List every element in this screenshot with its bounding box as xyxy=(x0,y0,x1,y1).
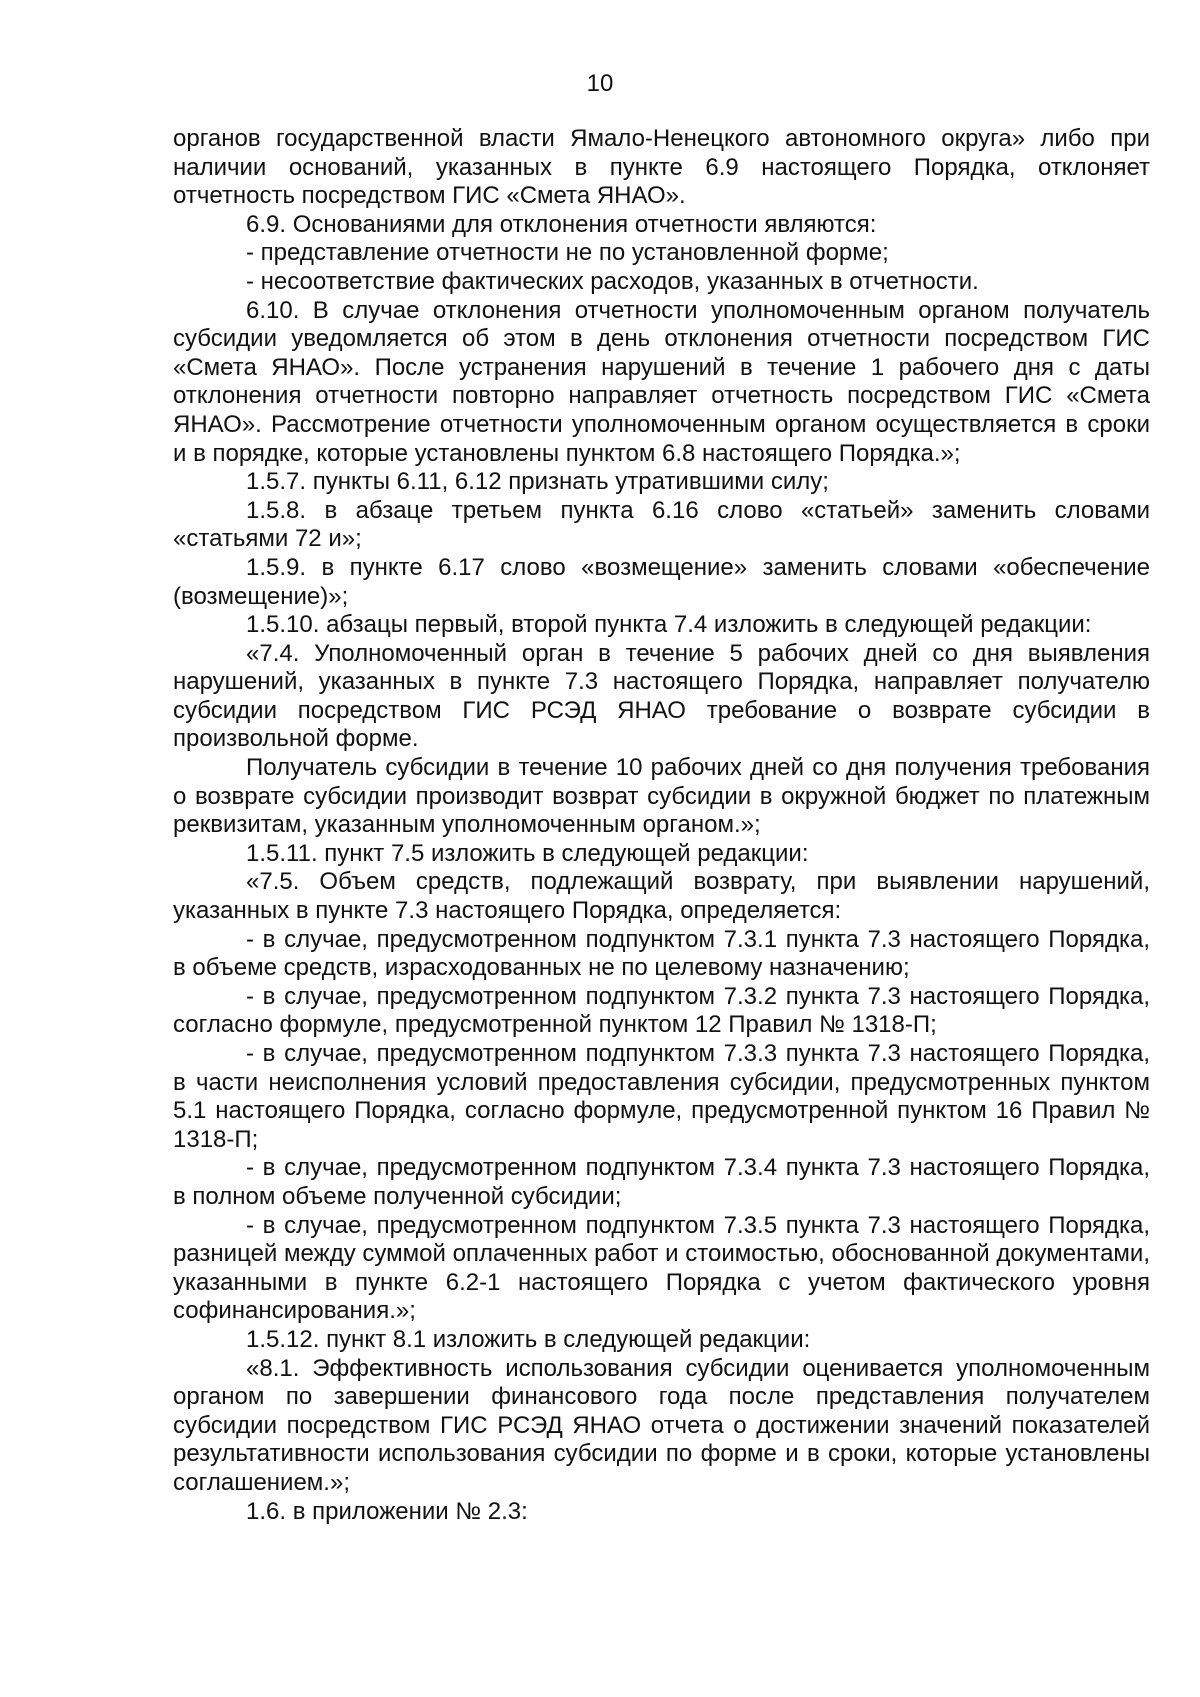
paragraph: - в случае, предусмотренном подпунктом 7.3.5 пункта 7.3 настоящего Порядка, разницей между суммой оплаченных работ и стоимостью, обоснованной документами, указанными в пункте 6.2-1 настоящего Порядка с учетом фактического уровня софинансирования.»; xyxy=(173,1211,1150,1325)
paragraph: 1.5.11. пункт 7.5 изложить в следующей редакции: xyxy=(246,839,809,867)
paragraph: 1.5.10. абзацы первый, второй пункта 7.4 изложить в следующей редакции: xyxy=(246,611,1092,639)
paragraph: 1.5.12. пункт 8.1 изложить в следующей редакции: xyxy=(246,1325,811,1353)
paragraph: «7.5. Объем средств, подлежащий возврату, при выявлении нарушений, указанных в пункте 7.3 настоящего Порядка, определяется: xyxy=(173,868,1150,925)
paragraph: - в случае, предусмотренном подпунктом 7.3.4 пункта 7.3 настоящего Порядка, в полном объеме полученной субсидии; xyxy=(173,1154,1150,1210)
paragraph: - в случае, предусмотренном подпунктом 7.3.1 пункта 7.3 настоящего Порядка, в объеме средств, израсходованных не по целевому назначению; xyxy=(173,925,1150,982)
paragraph: 1.6. в приложении № 2.3: xyxy=(246,1497,528,1525)
paragraph: - в случае, предусмотренном подпунктом 7.3.3 пункта 7.3 настоящего Порядка, в части неисполнения условий предоставления субсидии, предусмотренных пунктом 5.1 настоящего Порядка, согласно формуле, предусмотренной пунктом 16 Правил № 1318-П; xyxy=(173,1040,1150,1153)
paragraph: 6.10. В случае отклонения отчетности уполномоченным органом получатель субсидии уведомляется об этом в день отклонения отчетности посредством ГИС «Смета ЯНАО». После устранения нарушений в течение 1 рабочего дня с даты отклонения отчетности повторно направляет отчетность посредством ГИС «Смета ЯНАО». Рассмотрение отчетности уполномоченным органом осуществляется в сроки и в порядке, которые установлены пунктом 6.8 настоящего Порядка.»; xyxy=(173,296,1150,467)
paragraph: Получатель субсидии в течение 10 рабочих дней со дня получения требования о возврате субсидии производит возврат субсидии в окружной бюджет по платежным реквизитам, указанным уполномоченным органом.»; xyxy=(173,754,1150,839)
paragraph: 1.5.7. пункты 6.11, 6.12 признать утратившими силу; xyxy=(246,468,829,496)
paragraph: - представление отчетности не по установленной форме; xyxy=(246,239,889,267)
paragraph: «8.1. Эффективность использования субсидии оценивается уполномоченным органом по завершении финансового года после представления получателем субсидии посредством ГИС РСЭД ЯНАО отчета о достижении значений показателей результативности использования субсидии по форме и в сроки, которые установлены соглашением.»; xyxy=(173,1354,1150,1496)
paragraph: 1.5.8. в абзаце третьем пункта 6.16 слово «статьей» заменить словами «статьями 72 и»; xyxy=(173,496,1150,553)
paragraph: органов государственной власти Ямало-Ненецкого автономного округа» либо при наличии оснований, указанных в пункте 6.9 настоящего Порядка, отклоняет отчетность посредством ГИС «Смета ЯНАО». xyxy=(173,125,1150,210)
page-number: 10 xyxy=(586,70,614,97)
paragraph: - несоответствие фактических расходов, указанных в отчетности. xyxy=(246,267,979,295)
paragraph: 1.5.9. в пункте 6.17 слово «возмещение» заменить словами «обеспечение (возмещение)»; xyxy=(173,553,1150,610)
paragraph: 6.9. Основаниями для отклонения отчетности являются: xyxy=(246,210,877,238)
paragraph: - в случае, предусмотренном подпунктом 7.3.2 пункта 7.3 настоящего Порядка, согласно формуле, предусмотренной пунктом 12 Правил № 1318-П; xyxy=(173,982,1150,1039)
paragraph: «7.4. Уполномоченный орган в течение 5 рабочих дней со дня выявления нарушений, указанных в пункте 7.3 настоящего Порядка, направляет получателю субсидии посредством ГИС РСЭД ЯНАО требование о возврате субсидии в произвольной форме. xyxy=(173,639,1150,753)
document-body xyxy=(173,125,1150,1526)
